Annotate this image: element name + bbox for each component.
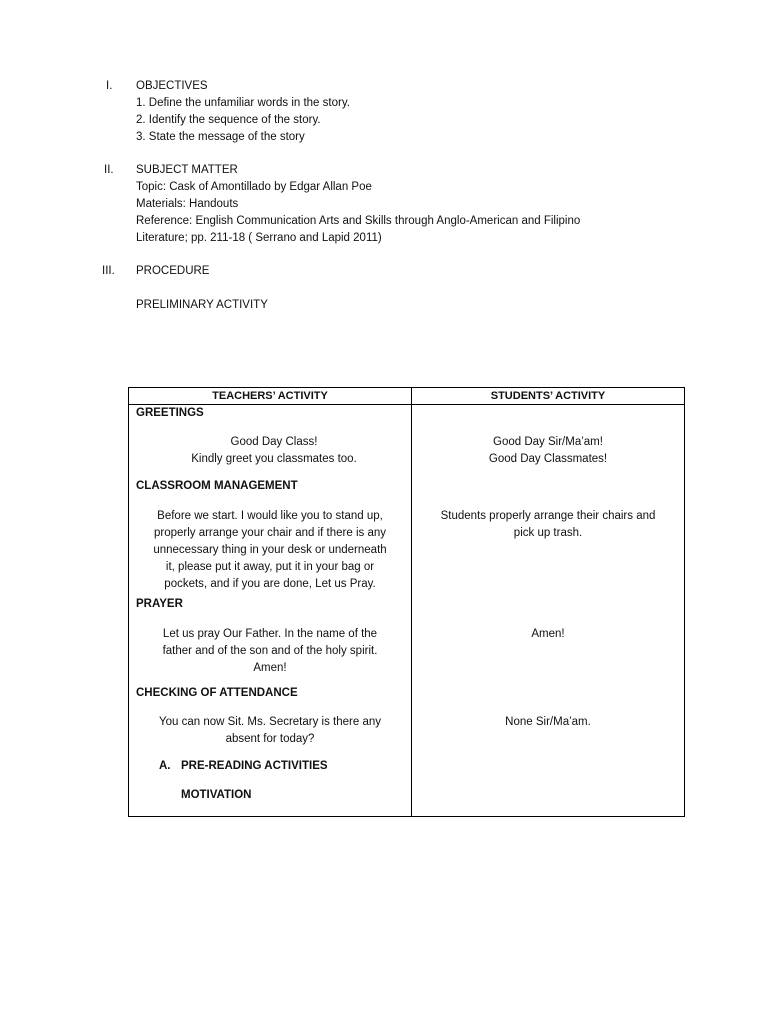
objective-item: 1. Define the unfamiliar words in the story. [136,97,350,109]
activity-table [128,387,685,817]
prereading-title: PRE-READING ACTIVITIES [181,760,328,772]
motivation-title: MOTIVATION [181,789,252,801]
section-heading: OBJECTIVES [136,80,208,92]
student-activity-cell [412,405,685,817]
prayer-title: PRAYER [136,598,183,610]
prayer-line: Amen! [253,662,287,674]
subject-materials: Materials: Handouts [136,198,239,210]
prereading-letter: A. [159,760,171,772]
section-numeral: I. [106,80,113,92]
subject-reference: Reference: English Communication Arts and Skills through Anglo-American and Filipino [136,215,581,227]
attendance-title: CHECKING OF ATTENDANCE [136,687,298,699]
management-line: it, please put it away, put it in your bag or [165,561,375,573]
section-numeral: II. [104,164,114,176]
objective-item: 2. Identify the sequence of the story. [136,114,321,126]
student-greetings-line: Good Day Classmates! [488,453,608,465]
attendance-line: You can now Sit. Ms. Secretary is there any [158,716,381,728]
subject-reference-cont: Literature; pp. 211-18 ( Serrano and Lapid 2011) [136,232,382,244]
students-activity-header: STUDENTS’ ACTIVITY [412,388,685,405]
management-line: Before we start. I would like you to stand up, [157,510,383,522]
student-management-text [412,508,684,542]
student-greetings-text [412,434,684,468]
student-greetings-line: Good Day Sir/Ma’am! [493,436,603,448]
section-subheading: PRELIMINARY ACTIVITY [136,299,268,311]
student-prayer-text: Amen! [531,628,565,640]
table-header-row [129,388,685,405]
management-line: pockets, and if you are done, Let us Pray. [164,578,376,590]
management-line: properly arrange your chair and if there is any [153,527,387,539]
teacher-activity-cell [129,405,412,817]
prayer-line: Let us pray Our Father. In the name of the [162,628,378,640]
greetings-title: GREETINGS [136,407,204,419]
section-numeral: III. [102,265,115,277]
section-body [136,263,696,314]
prayer-text [129,626,411,677]
classroom-management-title: CLASSROOM MANAGEMENT [136,480,298,492]
table-row [129,405,685,817]
teachers-activity-header: TEACHERS’ ACTIVITY [129,388,412,405]
student-management-line: Students properly arrange their chairs and [440,510,656,522]
greetings-line: Kindly greet you classmates too. [191,453,357,465]
classroom-management-text [129,508,411,593]
student-management-line: pick up trash. [513,527,583,539]
prayer-line: father and of the son and of the holy spirit. [162,645,378,657]
section-heading: SUBJECT MATTER [136,164,238,176]
section-body [136,162,696,247]
subject-topic: Topic: Cask of Amontillado by Edgar Allan Poe [136,181,372,193]
objective-item: 3. State the message of the story [136,131,305,143]
section-body [136,78,696,146]
student-attendance-text: None Sir/Ma’am. [505,716,591,728]
attendance-text [129,714,411,748]
greetings-line: Good Day Class! [230,436,318,448]
section-heading: PROCEDURE [136,265,210,277]
management-line: unnecessary thing in your desk or underneath [153,544,387,556]
greetings-text [129,434,411,468]
attendance-line: absent for today? [225,733,315,745]
